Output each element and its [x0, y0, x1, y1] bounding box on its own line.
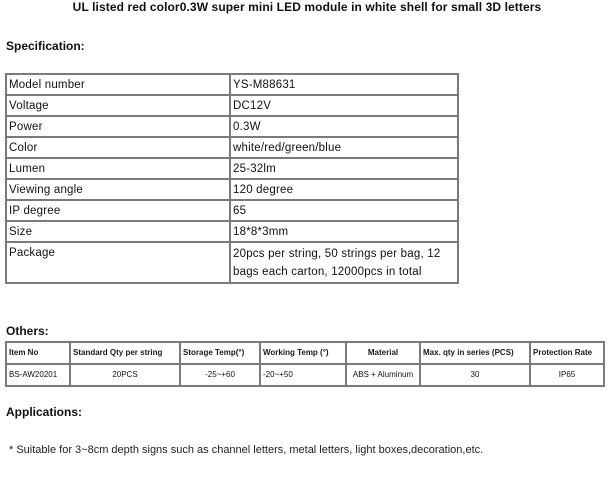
- page-title: UL listed red color0.3W super mini LED module in white shell for small 3D letters: [72, 0, 542, 14]
- table-row: [6, 137, 458, 158]
- column-header: Working Temp (°): [260, 342, 346, 364]
- table-row: [6, 179, 458, 200]
- table-row: [6, 221, 458, 242]
- spec-key: IP degree: [6, 200, 230, 221]
- specification-heading: Specification:: [6, 39, 85, 53]
- column-header: Item No: [6, 342, 70, 364]
- package-line-2: bags each carton, 12000pcs in total: [233, 266, 422, 278]
- spec-key: Size: [6, 221, 230, 242]
- spec-value: YS-M88631: [230, 74, 458, 95]
- table-cell: IP65: [530, 364, 604, 386]
- table-row: [6, 242, 458, 283]
- applications-heading: Applications:: [6, 405, 83, 419]
- table-cell: BS-AW20201: [6, 364, 70, 386]
- table-header-row: [6, 342, 604, 364]
- spec-key: Color: [6, 137, 230, 158]
- specification-table: [5, 73, 459, 284]
- spec-value: 0.3W: [230, 116, 458, 137]
- table-cell: -25~+60: [180, 364, 260, 386]
- spec-key: Voltage: [6, 95, 230, 116]
- table-row: [6, 364, 604, 386]
- spec-value: white/red/green/blue: [230, 137, 458, 158]
- column-header: Protection Rate: [530, 342, 604, 364]
- spec-key: Lumen: [6, 158, 230, 179]
- table-cell: 20PCS: [70, 364, 180, 386]
- column-header: Storage Temp(°): [180, 342, 260, 364]
- table-cell: 30: [420, 364, 530, 386]
- spec-key: Model number: [6, 74, 230, 95]
- spec-value: [230, 242, 458, 283]
- table-row: [6, 74, 458, 95]
- spec-value: 65: [230, 200, 458, 221]
- others-heading: Others:: [6, 324, 49, 338]
- column-header: Material: [346, 342, 420, 364]
- column-header: Max. qty in series (PCS): [420, 342, 530, 364]
- table-row: [6, 95, 458, 116]
- table-row: [6, 200, 458, 221]
- others-table: [5, 341, 605, 387]
- spec-key: Power: [6, 116, 230, 137]
- column-header: Standard Qty per string: [70, 342, 180, 364]
- table-cell: ABS + Aluminum: [346, 364, 420, 386]
- spec-value: 25-32lm: [230, 158, 458, 179]
- spec-key: Viewing angle: [6, 179, 230, 200]
- applications-note: * Suitable for 3~8cm depth signs such as channel letters, metal letters, light boxes,decoration,etc.: [9, 444, 484, 456]
- spec-key: Package: [6, 242, 230, 283]
- spec-value: DC12V: [230, 95, 458, 116]
- package-line-1: 20pcs per string, 50 strings per bag, 12: [233, 248, 441, 260]
- table-cell: -20~+50: [260, 364, 346, 386]
- spec-value: 18*8*3mm: [230, 221, 458, 242]
- table-row: [6, 158, 458, 179]
- spec-value: 120 degree: [230, 179, 458, 200]
- table-row: [6, 116, 458, 137]
